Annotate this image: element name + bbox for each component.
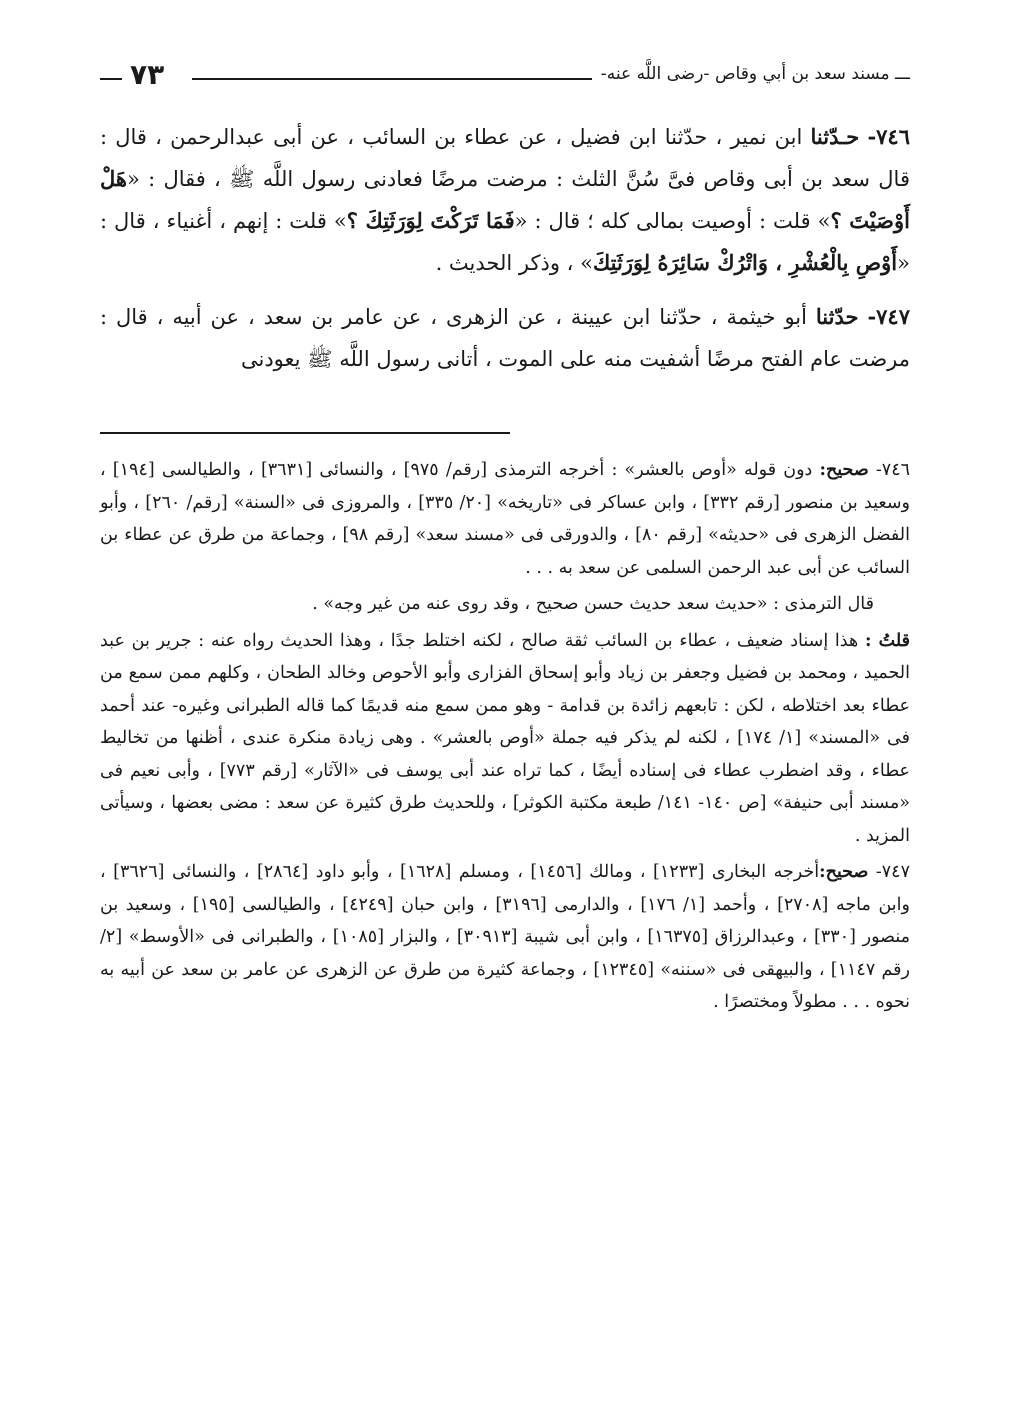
qultu-note	[100, 625, 910, 853]
qultu-label: قلتُ :	[864, 630, 910, 651]
footnote-number: ٧٤٧-	[875, 862, 910, 882]
hadith-text: ابن نمير ، حدّثنا ابن فضيل ، عن عطاء بن السائب ، عن أبى عبدالرحمن ، قال : قال سعد بن أبى وقاص فىَّ سُنَّ الثلث : مرضت مرضًا فعادنى رسول اللَّه ﷺ ، فقال : «	[100, 125, 910, 191]
hadith-number: ٧٤٧-	[867, 304, 910, 329]
haddathana: حدّثنا	[815, 304, 859, 329]
hadith-746	[100, 116, 910, 284]
prophet-quote: هَلْ أَوْصَيْتَ ؟	[100, 166, 910, 233]
footnote-divider	[100, 432, 510, 434]
footnotes	[100, 454, 910, 1023]
footnote-746	[100, 454, 910, 584]
footnote-text: أخرجه البخارى [١٢٣٣] ، ومالك [١٤٥٦] ، ومسلم [١٦٢٨] ، وأبو داود [٢٨٦٤] ، والنسائى [٣٦٢٦] ، وابن ماجه [٢٧٠٨] ، وأحمد [١/ ١٧٦] ، والدارمى [٣١٩٦] ، وابن حبان [٤٢٤٩] ، والطيالسى [١٩٥] ، وسعيد بن منصور [٣٣٠] ، وعبدالرزاق [١٦٣٧٥] ، وابن أبى شيبة [٣٠٩١٣] ، والبزار [١٠٨٥] ، والطبرانى فى «الأوسط» [٢/ رقم ١١٤٧] ، والبيهقى فى «سننه» [١٢٣٤٥] ، وجماعة كثيرة من طرق عن الزهرى عن عامر بن سعد عن أبيه به نحوه . . . مطولاً ومختصرًا .	[100, 862, 910, 1012]
hadith-text: » قلت : أوصيت بمالى كله ؛ قال : «	[514, 209, 831, 233]
grading-label: صحيح:	[819, 862, 869, 882]
footnote-number: ٧٤٦-	[875, 460, 910, 480]
prophet-quote: فَمَا تَرَكْتَ لِوَرَثَتِكَ ؟	[346, 208, 515, 233]
hadith-number: ٧٤٦-	[867, 124, 910, 149]
page-number: ٧٣	[130, 58, 165, 91]
footnote-747	[100, 856, 910, 1019]
page-header	[100, 60, 910, 94]
hadith-text: » قلت : إنهم ، أغنياء ، قال : «	[100, 209, 910, 275]
footnote-text: دون قوله «أوص بالعشر» : أخرجه الترمذى [رقم/ ٩٧٥] ، والنسائى [٣٦٣١] ، والطيالسى [١٩٤] ، وسعيد بن منصور [رقم ٣٣٢] ، وابن عساكر فى «تاريخه» [٢٠/ ٣٣٥] ، والمروزى فى «السنة» [رقم/ ٢٦٠] ، وأبو الفضل الزهرى فى «حديثه» [رقم ٨٠] ، والدورقى فى «مسند سعد» [رقم ٩٨] ، وجماعة من طرق عن عطاء بن السائب عن أبى عبد الرحمن السلمى عن سعد به . . .	[100, 460, 910, 578]
hadith-747	[100, 296, 910, 380]
header-rule	[192, 78, 592, 80]
prophet-quote: أَوْصِ بِالْعُشْرِ ، وَاتْرُكْ سَائِرَهُ لِوَرَثَتِكَ	[592, 250, 898, 275]
grading-label: صحيح:	[819, 460, 869, 480]
header-rule-end	[100, 78, 122, 80]
hadith-text: » ، وذكر الحديث .	[435, 251, 593, 275]
tirmidhi-note: قال الترمذى : «حديث سعد حديث حسن صحيح ، وقد روى عنه من غير وجه» .	[312, 594, 874, 614]
haddathana: حـدّثنا	[810, 124, 860, 149]
hadith-text: أبو خيثمة ، حدّثنا ابن عيينة ، عن الزهرى ، عن عامر بن سعد ، عن أبيه ، قال : مرضت عام الفتح مرضًا أشفيت منه على الموت ، أتانى رسول اللَّه ﷺ يعودنى	[100, 305, 910, 371]
footnote-text: هذا إسناد ضعيف ، عطاء بن السائب ثقة صالح ، لكنه اختلط جدًا ، وهذا الحديث رواه عنه : جرير بن عبد الحميد ، ومحمد بن فضيل وجعفر بن زياد وأبو إسحاق الفزارى وأبو الأحوص وخالد الطحان ، وكلهم ممن سمع من عطاء بعد اختلاطه ، لكن : تابعهم زائدة بن قدامة - وهو ممن سمع منه قديمًا كما قاله الطبرانى وغيره- عند أحمد فى «المسند» [١/ ١٧٤] ، لكنه لم يذكر فيه جملة «أوص بالعشر» . وهى زيادة منكرة عندى ، أظنها من تخاليط عطاء ، وقد اضطرب عطاء فى إسناده أيضًا ، كما تراه عند أبى يوسف فى «الآثار» [رقم ٧٧٣] ، وأبى نعيم فى «مسند أبى حنيفة» [ص ١٤٠- ١٤١/ طبعة مكتبة الكوثر] ، وللحديث طرق كثيرة عن سعد : مضى بعضها ، وسيأتى المزيد .	[100, 630, 910, 846]
main-text	[100, 116, 910, 392]
running-title: ـــ مسند سعد بن أبي وقاص -رضى اللَّه عنه-	[600, 64, 910, 84]
